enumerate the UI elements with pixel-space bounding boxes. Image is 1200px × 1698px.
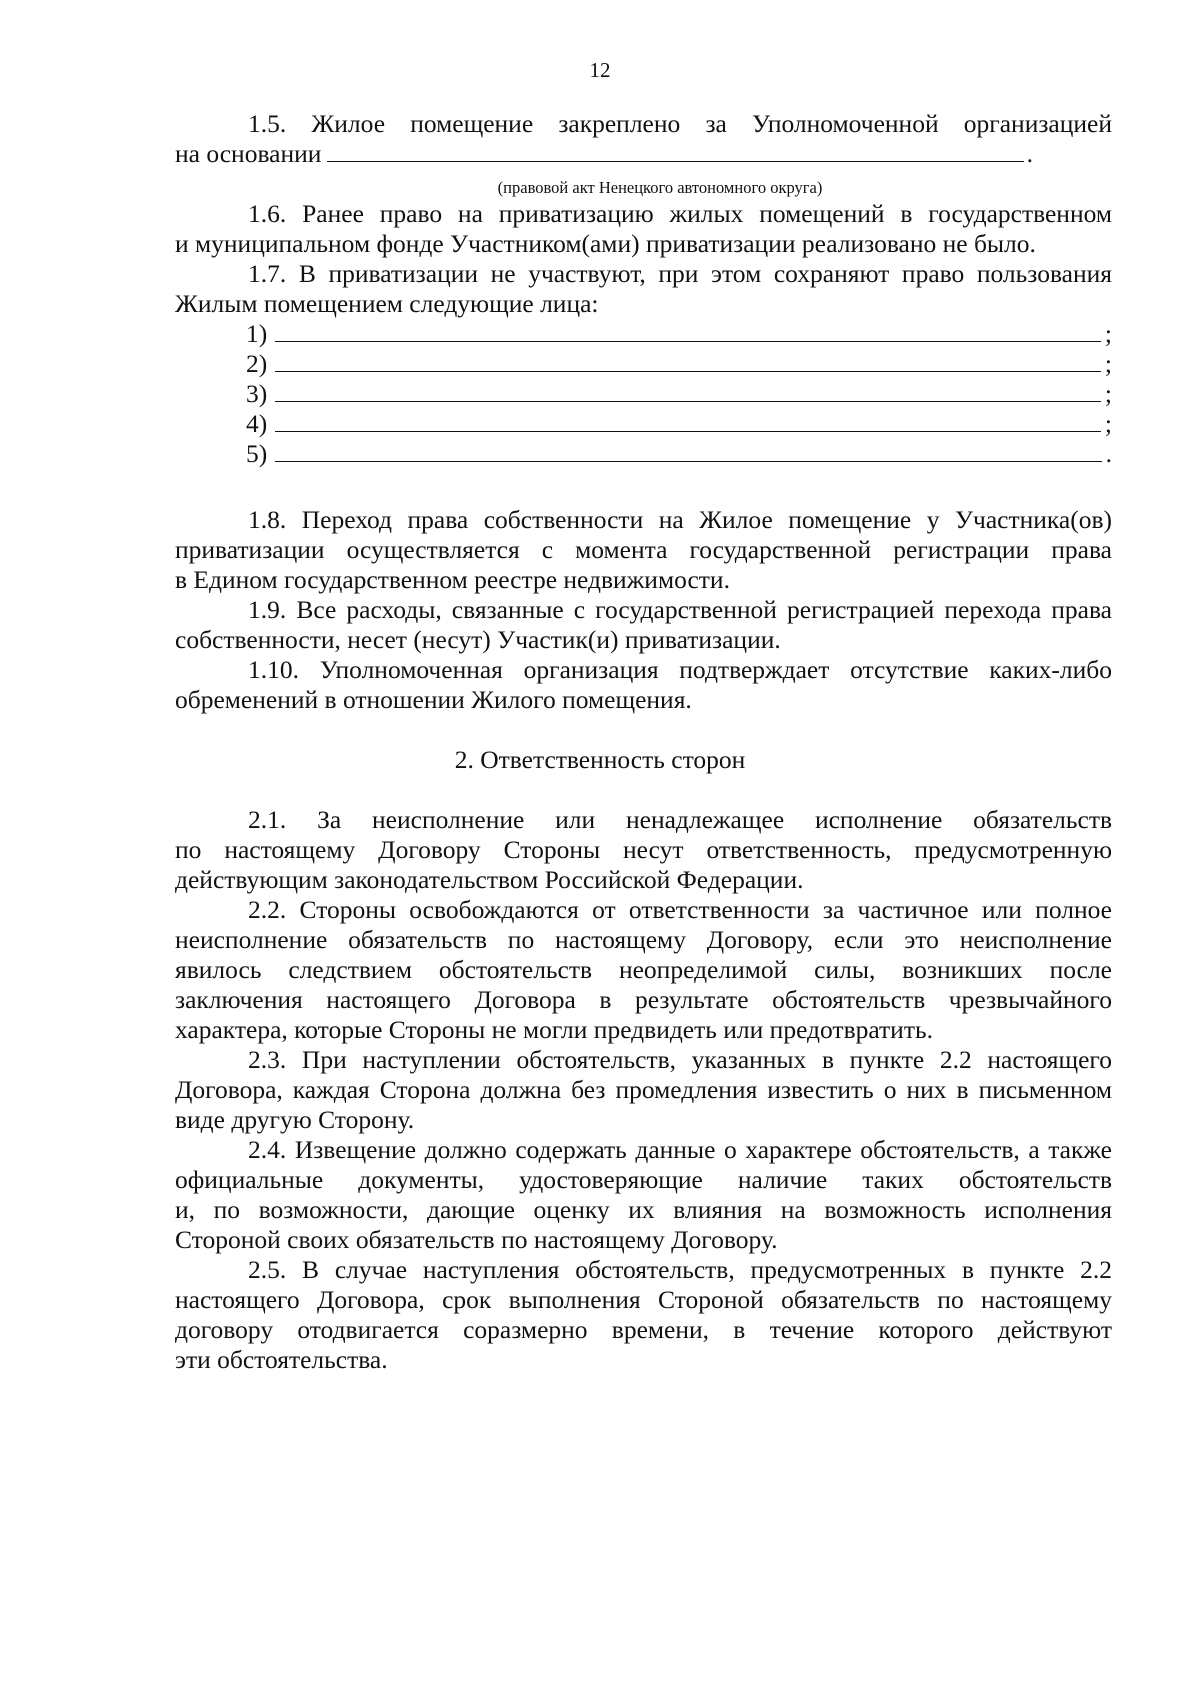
person-field-1 [246, 319, 1112, 349]
clause-1-7-line-2: Жилым помещением следующие лица: [175, 289, 599, 318]
clause-2-3-line-2: Договора, каждая Сторона должна без промедления известить о них в письменном [175, 1075, 1112, 1104]
clause-1-8-line-3: в Едином государственном реестре недвижимости. [175, 565, 730, 594]
person-blank-line [275, 319, 1101, 342]
person-number: 5) [246, 439, 268, 468]
person-field-4 [246, 409, 1112, 439]
clause-2-5-line-4: эти обстоятельства. [175, 1345, 388, 1374]
clause-2-4-line-1: 2.4. Извещение должно содержать данные о характере обстоятельств, а также [248, 1135, 1112, 1164]
clause-2-3-line-3: виде другую Сторону. [175, 1105, 415, 1134]
page-number: 12 [589, 58, 611, 82]
clause-2-2-line-1: 2.2. Стороны освобождаются от ответственности за частичное или полное [248, 895, 1112, 924]
clause-2-4-line-4: Стороной своих обязательств по настоящему Договору. [175, 1225, 778, 1254]
person-field-3 [246, 379, 1112, 409]
basis-label: на основании [175, 139, 322, 168]
clause-2-1-line-1: 2.1. За неисполнение или ненадлежащее исполнение обязательств [248, 805, 1112, 834]
person-blank-line [275, 439, 1101, 462]
person-number: 2) [246, 349, 268, 378]
person-field-5 [246, 439, 1112, 469]
person-end-mark: ; [1104, 349, 1112, 378]
clause-2-1-line-3: действующим законодательством Российской Федерации. [175, 865, 804, 894]
clause-1-6-line-1: 1.6. Ранее право на приватизацию жилых помещений в государственном [248, 199, 1112, 228]
clause-1-9-line-2: собственности, несет (несут) Участик(и) приватизации. [175, 625, 781, 654]
clause-2-3-line-1: 2.3. При наступлении обстоятельств, указанных в пункте 2.2 настоящего [248, 1045, 1112, 1074]
person-end-mark: ; [1104, 379, 1112, 408]
person-end-mark: ; [1104, 409, 1112, 438]
clause-1-9-line-1: 1.9. Все расходы, связанные с государственной регистрацией перехода права [248, 595, 1112, 624]
person-blank-line [275, 379, 1101, 402]
basis-caption: (правовой акт Ненецкого автономного округа) [497, 178, 823, 197]
person-end-mark: . [1105, 439, 1112, 468]
clause-1-10-line-2: обременений в отношении Жилого помещения. [175, 685, 692, 714]
clause-2-2-line-2: неисполнение обязательств по настоящему Договору, если это неисполнение [175, 925, 1112, 954]
clause-1-10-line-1: 1.10. Уполномоченная организация подтверждает отсутствие каких-либо [248, 655, 1112, 684]
person-number: 1) [246, 319, 268, 348]
clause-1-8-line-1: 1.8. Переход права собственности на Жилое помещение у Участника(ов) [248, 505, 1112, 534]
person-field-2 [246, 349, 1112, 379]
clause-1-8-line-2: приватизации осуществляется с момента государственной регистрации права [175, 535, 1112, 564]
clause-1-6-line-2: и муниципальном фонде Участником(ами) приватизации реализовано не было. [175, 229, 1036, 258]
clause-2-5-line-1: 2.5. В случае наступления обстоятельств, предусмотренных в пункте 2.2 [248, 1255, 1112, 1284]
clause-2-2-line-4: заключения настоящего Договора в результате обстоятельств чрезвычайного [175, 985, 1112, 1014]
clause-2-2-line-5: характера, которые Стороны не могли предвидеть или предотвратить. [175, 1015, 933, 1044]
clause-2-5-line-2: настоящего Договора, срок выполнения Стороной обязательств по настоящему [175, 1285, 1112, 1314]
clause-1-5-line-1: 1.5. Жилое помещение закреплено за Уполномоченной организацией [248, 109, 1112, 138]
clause-2-4-line-3: и, по возможности, дающие оценку их влияния на возможность исполнения [175, 1195, 1112, 1224]
person-blank-line [275, 349, 1101, 372]
basis-end-mark: . [1026, 139, 1033, 168]
clause-2-5-line-3: договору отодвигается соразмерно времени, в течение которого действуют [175, 1315, 1112, 1344]
basis-blank-line [327, 139, 1023, 162]
section-2-heading: 2. Ответственность сторон [454, 745, 746, 774]
person-end-mark: ; [1104, 319, 1112, 348]
clause-2-1-line-2: по настоящему Договору Стороны несут ответственность, предусмотренную [175, 835, 1112, 864]
person-number: 4) [246, 409, 268, 438]
person-blank-line [275, 409, 1101, 432]
clause-1-7-line-1: 1.7. В приватизации не участвуют, при этом сохраняют право пользования [248, 259, 1112, 288]
person-number: 3) [246, 379, 268, 408]
clause-2-2-line-3: явилось следствием обстоятельств неопределимой силы, возникших после [175, 955, 1112, 984]
clause-2-4-line-2: официальные документы, удостоверяющие наличие таких обстоятельств [175, 1165, 1112, 1194]
clause-1-5-basis-field [175, 139, 1033, 169]
